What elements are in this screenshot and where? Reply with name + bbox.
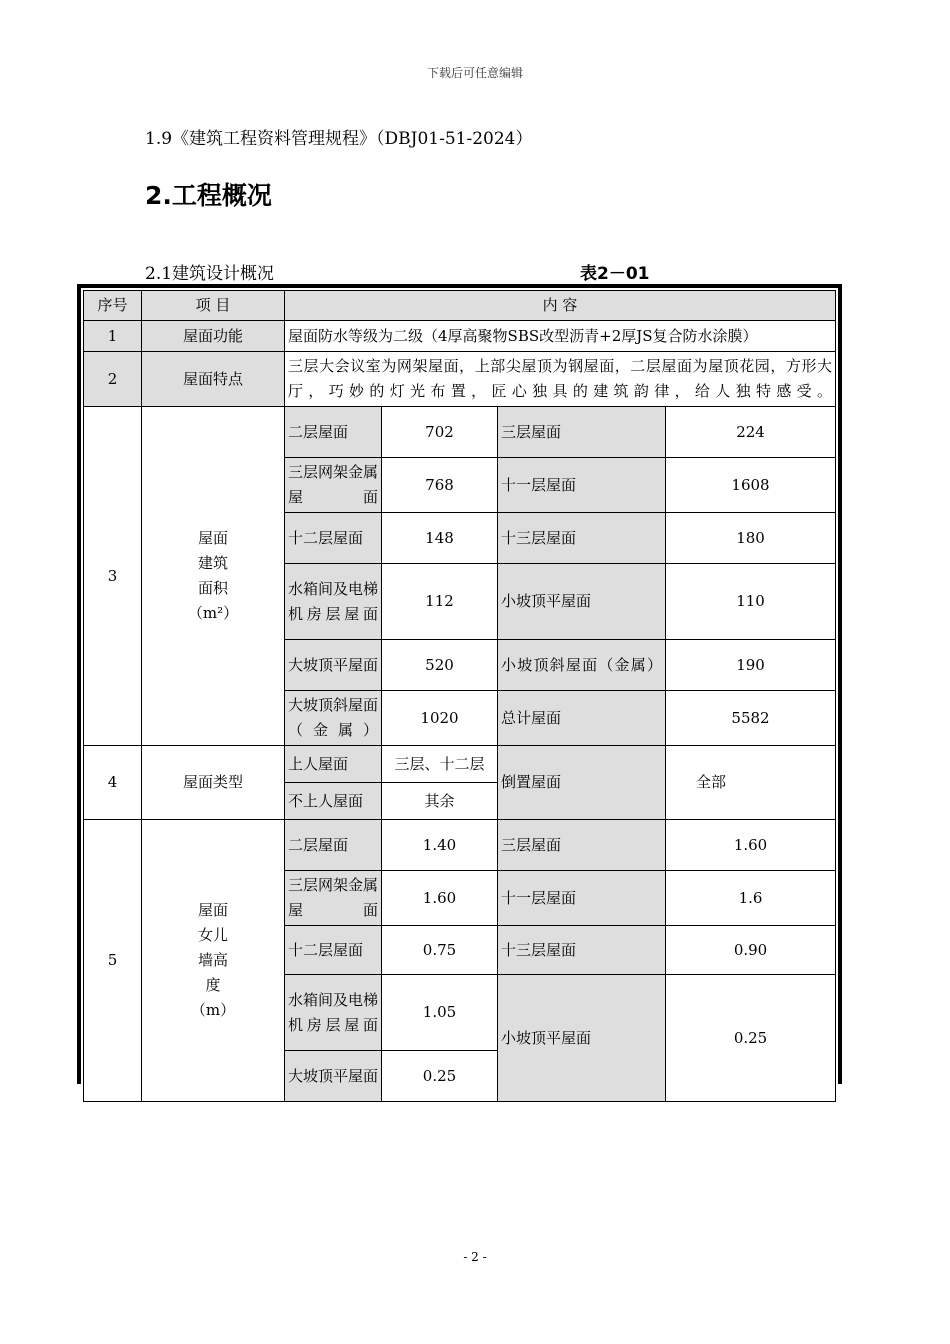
type-label: 上人屋面 xyxy=(285,746,382,783)
height-value: 0.90 xyxy=(666,926,836,975)
row-no: 1 xyxy=(84,321,142,352)
table-header-row xyxy=(84,291,836,321)
page-number: - 2 - xyxy=(463,1250,487,1264)
height-label: 十三层屋面 xyxy=(498,926,666,975)
item-line: 墙高 xyxy=(197,951,228,969)
area-value: 224 xyxy=(666,407,836,458)
height-value: 1.60 xyxy=(382,871,498,926)
area-value: 520 xyxy=(382,640,498,691)
type-value: 其余 xyxy=(382,783,498,820)
area-label: 三层屋面 xyxy=(498,407,666,458)
area-label: 大坡顶斜屋面（金属） xyxy=(285,691,382,746)
area-value: 180 xyxy=(666,513,836,564)
area-value: 1020 xyxy=(382,691,498,746)
item-line: 建筑 xyxy=(197,554,228,572)
type-value: 三层、十二层 xyxy=(382,746,498,783)
height-value: 1.40 xyxy=(382,820,498,871)
area-label: 十二层屋面 xyxy=(285,513,382,564)
table-row xyxy=(84,407,836,458)
row-no: 5 xyxy=(84,820,142,1102)
height-label: 大坡顶平屋面 xyxy=(285,1051,382,1102)
area-label: 总计屋面 xyxy=(498,691,666,746)
height-label: 十二层屋面 xyxy=(285,926,382,975)
area-label: 十一层屋面 xyxy=(498,458,666,513)
type-label: 不上人屋面 xyxy=(285,783,382,820)
table-row xyxy=(84,352,836,407)
area-label: 大坡顶平屋面 xyxy=(285,640,382,691)
item-line: 面积 xyxy=(197,579,228,597)
height-value: 0.25 xyxy=(666,975,836,1102)
height-label: 二层屋面 xyxy=(285,820,382,871)
row-content: 三层大会议室为网架屋面，上部尖屋顶为钢屋面，二层屋面为屋顶花园，方形大厅，巧妙的灯光布置，匠心独具的建筑韵律，给人独特感受。 xyxy=(285,352,836,407)
item-line: （m） xyxy=(190,1001,236,1019)
area-value: 702 xyxy=(382,407,498,458)
area-label: 十三层屋面 xyxy=(498,513,666,564)
area-value: 112 xyxy=(382,564,498,640)
height-label: 三层屋面 xyxy=(498,820,666,871)
area-value: 190 xyxy=(666,640,836,691)
height-label: 水箱间及电梯机房层屋面 xyxy=(285,975,382,1051)
row-content: 屋面防水等级为二级（4厚高聚物SBS改型沥青+2厚JS复合防水涂膜） xyxy=(285,321,836,352)
height-value: 1.05 xyxy=(382,975,498,1051)
table-row xyxy=(84,746,836,783)
header-content: 内 容 xyxy=(285,291,836,321)
item-line: （m²） xyxy=(187,604,239,622)
area-value: 768 xyxy=(382,458,498,513)
item-line: 度 xyxy=(205,976,221,994)
parapet-height-item xyxy=(142,820,285,1102)
area-value: 148 xyxy=(382,513,498,564)
area-value: 110 xyxy=(666,564,836,640)
page-header-note: 下载后可任意编辑 xyxy=(426,66,523,80)
table-row xyxy=(84,820,836,871)
item-line: 屋面 xyxy=(197,901,228,919)
area-label: 小坡顶斜屋面（金属） xyxy=(498,640,666,691)
area-value: 1608 xyxy=(666,458,836,513)
area-label: 小坡顶平屋面 xyxy=(498,564,666,640)
table-number: 表2－01 xyxy=(580,264,650,284)
table-caption: 2.1建筑设计概况 xyxy=(145,264,275,284)
row-no: 2 xyxy=(84,352,142,407)
row-item: 屋面特点 xyxy=(142,352,285,407)
area-value: 5582 xyxy=(666,691,836,746)
row-no: 3 xyxy=(84,407,142,746)
row-item: 屋面类型 xyxy=(142,746,285,820)
height-value: 0.75 xyxy=(382,926,498,975)
height-label: 三层网架金属屋面 xyxy=(285,871,382,926)
area-label: 二层屋面 xyxy=(285,407,382,458)
type-value: 全部 xyxy=(666,746,836,820)
header-item: 项 目 xyxy=(142,291,285,321)
row-no: 4 xyxy=(84,746,142,820)
header-no: 序号 xyxy=(84,291,142,321)
type-label: 倒置屋面 xyxy=(498,746,666,820)
section-title: 2.工程概况 xyxy=(145,181,272,210)
area-label: 水箱间及电梯机房层屋面 xyxy=(285,564,382,640)
height-value: 1.6 xyxy=(666,871,836,926)
building-design-table xyxy=(83,290,836,1102)
row-item: 屋面功能 xyxy=(142,321,285,352)
area-label: 三层网架金属屋面 xyxy=(285,458,382,513)
item-line: 屋面 xyxy=(197,529,228,547)
height-label: 十一层屋面 xyxy=(498,871,666,926)
table-row xyxy=(84,321,836,352)
height-label: 小坡顶平屋面 xyxy=(498,975,666,1102)
reference-item-1-9: 1.9《建筑工程资料管理规程》（DBJ01-51-2024） xyxy=(145,129,533,149)
height-value: 0.25 xyxy=(382,1051,498,1102)
item-line: 女儿 xyxy=(197,926,228,944)
height-value: 1.60 xyxy=(666,820,836,871)
roof-area-item xyxy=(142,407,285,746)
